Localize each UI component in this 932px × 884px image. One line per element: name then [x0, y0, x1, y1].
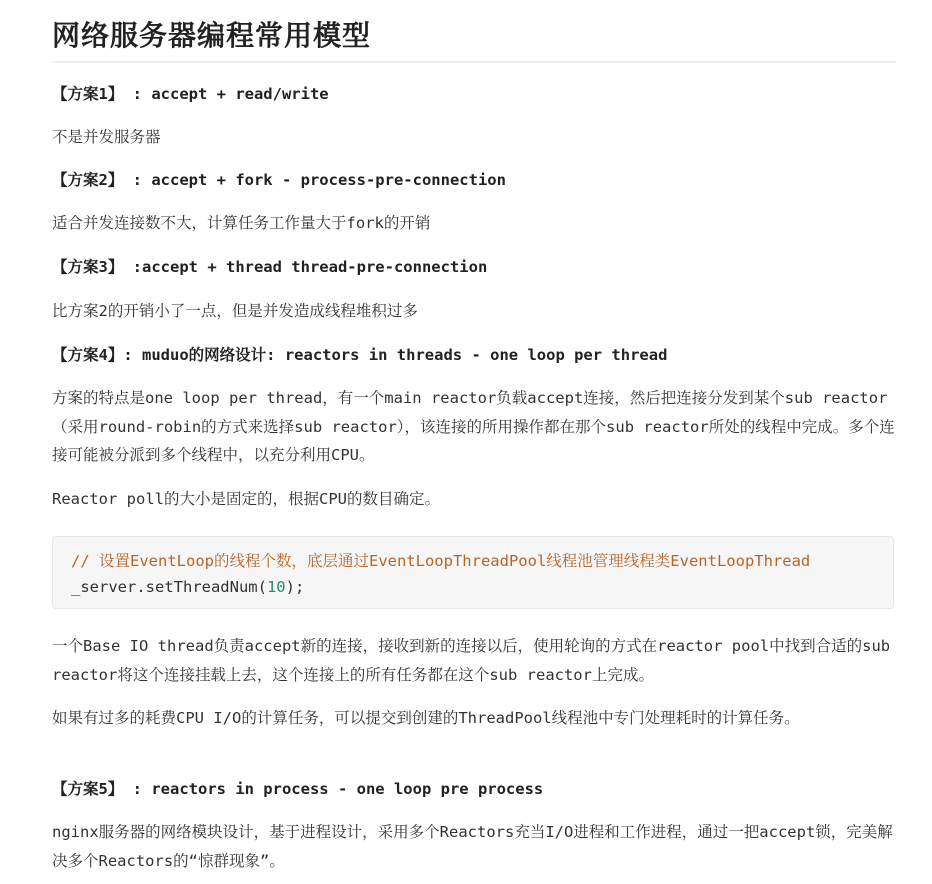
code-call: _server.setThreadNum(	[71, 578, 267, 596]
paragraph-threadpool: 如果有过多的耗费CPU I/O的计算任务，可以提交到创建的ThreadPool线程池中专门处理耗时的计算任务。	[52, 709, 800, 727]
paragraph-scheme-4-desc: 方案的特点是one loop per thread，有一个main reactor负载accept连接，然后把连接分发到某个sub reactor（采用round-robin的方式来选择sub reactor），该连接的所用操作都在那个sub reactor所处的线程中完成。多个连接可能被分派到多个线程中，以充分利用CPU。	[52, 389, 895, 464]
paragraph-scheme-5-desc: nginx服务器的网络模块设计，基于进程设计，采用多个Reactors充当I/O进程和工作进程，通过一把accept锁，完美解决多个Reactors的“惊群现象”。	[52, 823, 893, 870]
heading-scheme-2: 【方案2】 : accept + fork - process-pre-connection	[52, 171, 506, 189]
heading-scheme-3: 【方案3】 :accept + thread thread-pre-connection	[52, 258, 488, 276]
code-number: 10	[266, 578, 286, 596]
code-comment: // 设置EventLoop的线程个数，底层通过EventLoopThreadPool线程池管理线程类EventLoopThread	[71, 552, 811, 570]
paragraph-scheme-2-desc: 适合并发连接数不大，计算任务工作量大于fork的开销	[52, 214, 431, 232]
heading-scheme-5: 【方案5】 : reactors in process - one loop pre process	[52, 780, 544, 798]
code-statement-line	[71, 574, 875, 600]
paragraph-reactor-pool: Reactor poll的大小是固定的，根据CPU的数目确定。	[52, 490, 440, 508]
article	[52, 0, 896, 870]
page-title: 网络服务器编程常用模型	[52, 0, 896, 63]
heading-scheme-4: 【方案4】: muduo的网络设计: reactors in threads - one loop per thread	[52, 346, 668, 364]
code-comment-line	[71, 548, 875, 574]
code-call-end: );	[285, 578, 305, 596]
paragraph-scheme-1-desc: 不是并发服务器	[52, 128, 161, 146]
paragraph-scheme-3-desc: 比方案2的开销小了一点，但是并发造成线程堆积过多	[52, 302, 418, 320]
heading-scheme-1: 【方案1】 : accept + read/write	[52, 85, 329, 103]
paragraph-base-io-thread: 一个Base IO thread负责accept新的连接，接收到新的连接以后，使用轮询的方式在reactor pool中找到合适的sub reactor将这个连接挂载上去，这个连接上的所有任务都在这个sub reactor上完成。	[52, 637, 891, 684]
code-block	[52, 536, 894, 609]
